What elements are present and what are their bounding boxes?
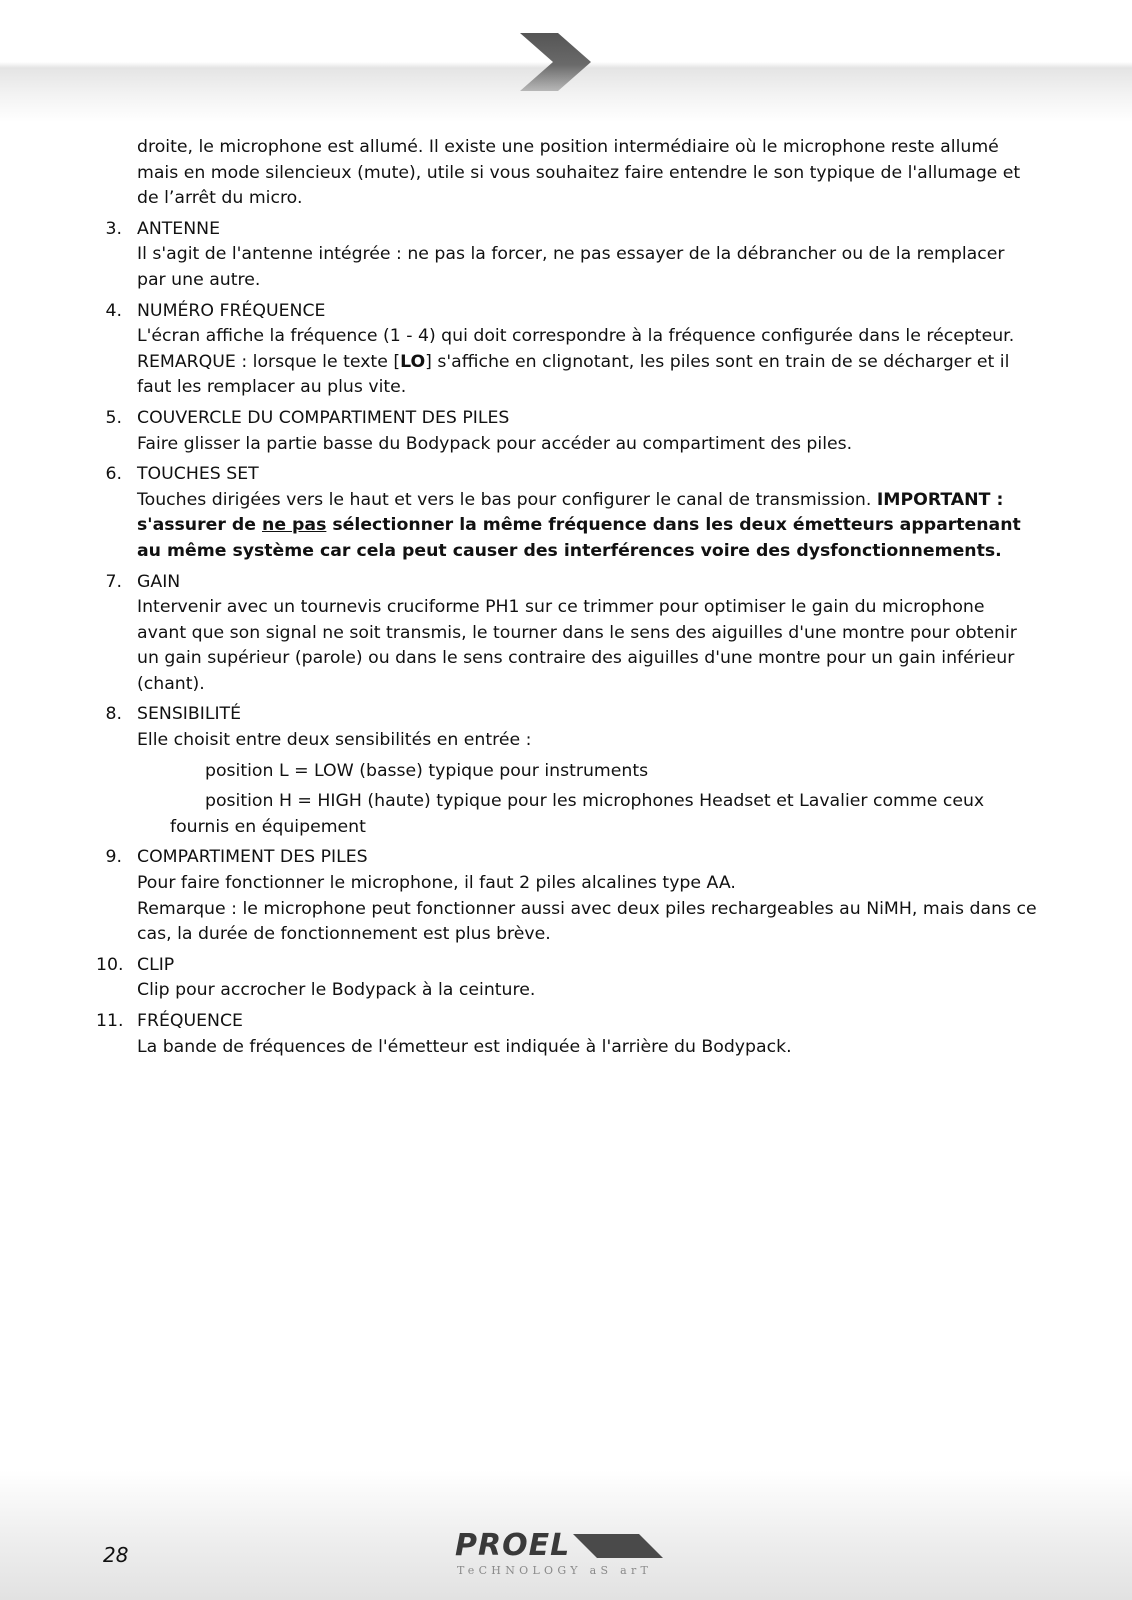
list-item [0, 845, 1132, 947]
page-number: 28 [103, 1543, 129, 1567]
item-title: COMPARTIMENT DES PILES [137, 847, 368, 868]
item-number: 6. [105, 464, 122, 485]
list-item [0, 299, 1132, 401]
item-number: 9. [105, 847, 122, 868]
item-text: Intervenir avec un tournevis cruciforme PH1 sur ce trimmer pour optimiser le gain du microphone avant que son signal ne soit transmis, le tourner dans le sens des aiguilles d'une montre pour obtenir un gain supérieur (parole) ou dans le sens contraire des aiguilles d'une montre pour un gain inférieur (chant). [137, 597, 1017, 694]
item-text: Il s'agit de l'antenne intégrée : ne pas la forcer, ne pas essayer de la débrancher ou de la remplacer par une autre. [137, 244, 1005, 290]
item-text: Elle choisit entre deux sensibilités en entrée : [137, 730, 532, 751]
item-number: 10. [96, 954, 124, 975]
list-item [0, 570, 1132, 698]
chevron-right-icon [520, 30, 592, 94]
option-high: position H = HIGH (haute) typique pour les microphones Headset et Lavalier comme ceux fournis en équipement [170, 791, 985, 837]
item-note: REMARQUE : lorsque le texte [LO] s'affiche en clignotant, les piles sont en train de se décharger et il faut les remplacer au plus vite. [137, 351, 1010, 398]
page-header [0, 0, 1132, 122]
logo-wordmark: PROEL [455, 1528, 571, 1563]
logo-wedge-icon [573, 1534, 663, 1562]
item-title: NUMÉRO FRÉQUENCE [137, 300, 326, 321]
item-note: Remarque : le microphone peut fonctionner aussi avec deux piles rechargeables au NiMH, mais dans ce cas, la durée de fonctionnement est plus brève. [137, 898, 1037, 945]
list-item [0, 953, 1132, 1004]
item-text: L'écran affiche la fréquence (1 - 4) qui doit correspondre à la fréquence configurée dans le récepteur. [137, 326, 1015, 347]
document-content [0, 135, 1132, 1060]
item-text: Pour faire fonctionner le microphone, il faut 2 piles alcalines type AA. [137, 873, 736, 894]
item-text: Faire glisser la partie basse du Bodypack pour accéder au compartiment des piles. [137, 433, 853, 454]
item-title: ANTENNE [137, 218, 220, 239]
continued-paragraph: droite, le microphone est allumé. Il existe une position intermédiaire où le microphone reste allumé mais en mode silencieux (mute), utile si vous souhaitez faire entendre le son typique de l'allumage et de l’arrêt du micro. [137, 137, 1021, 209]
list-item [0, 702, 1132, 840]
item-text: Touches dirigées vers le haut et vers le bas pour configurer le canal de transmission. IMPORTANT : s'assurer de ne pas sélectionner la même fréquence dans les deux émetteurs appartenant au même système car cela peut causer des interférences voire des dysfonctionnements. [137, 489, 1021, 561]
list-item [0, 1009, 1132, 1060]
proel-logo [455, 1530, 675, 1585]
item-number: 7. [105, 571, 122, 592]
list-item [0, 406, 1132, 457]
item-number: 11. [96, 1011, 124, 1031]
important-warning: IMPORTANT : s'assurer de ne pas sélectionner la même fréquence dans les deux émetteurs appartenant au même système car cela peut causer des interférences voire des dysfonctionnements. [137, 489, 1021, 561]
item-title: SENSIBILITÉ [137, 704, 242, 725]
item-title: TOUCHES SET [137, 464, 259, 485]
list-item [0, 462, 1132, 564]
item-number: 8. [105, 704, 122, 725]
item-title: COUVERCLE DU COMPARTIMENT DES PILES [137, 407, 510, 428]
item-number: 4. [105, 300, 122, 321]
logo-tagline: TeCHNOLOGY aS arT [457, 1564, 653, 1577]
item-title: FRÉQUENCE [137, 1011, 243, 1031]
option-low: position L = LOW (basse) typique pour instruments [205, 760, 649, 781]
item-text: La bande de fréquences de l'émetteur est indiquée à l'arrière du Bodypack. [137, 1036, 792, 1057]
item-number: 5. [105, 407, 122, 428]
item-title: GAIN [137, 571, 181, 592]
item-title: CLIP [137, 954, 175, 975]
list-item [0, 217, 1132, 294]
item-text: Clip pour accrocher le Bodypack à la ceinture. [137, 980, 536, 1001]
item-number: 3. [105, 218, 122, 239]
